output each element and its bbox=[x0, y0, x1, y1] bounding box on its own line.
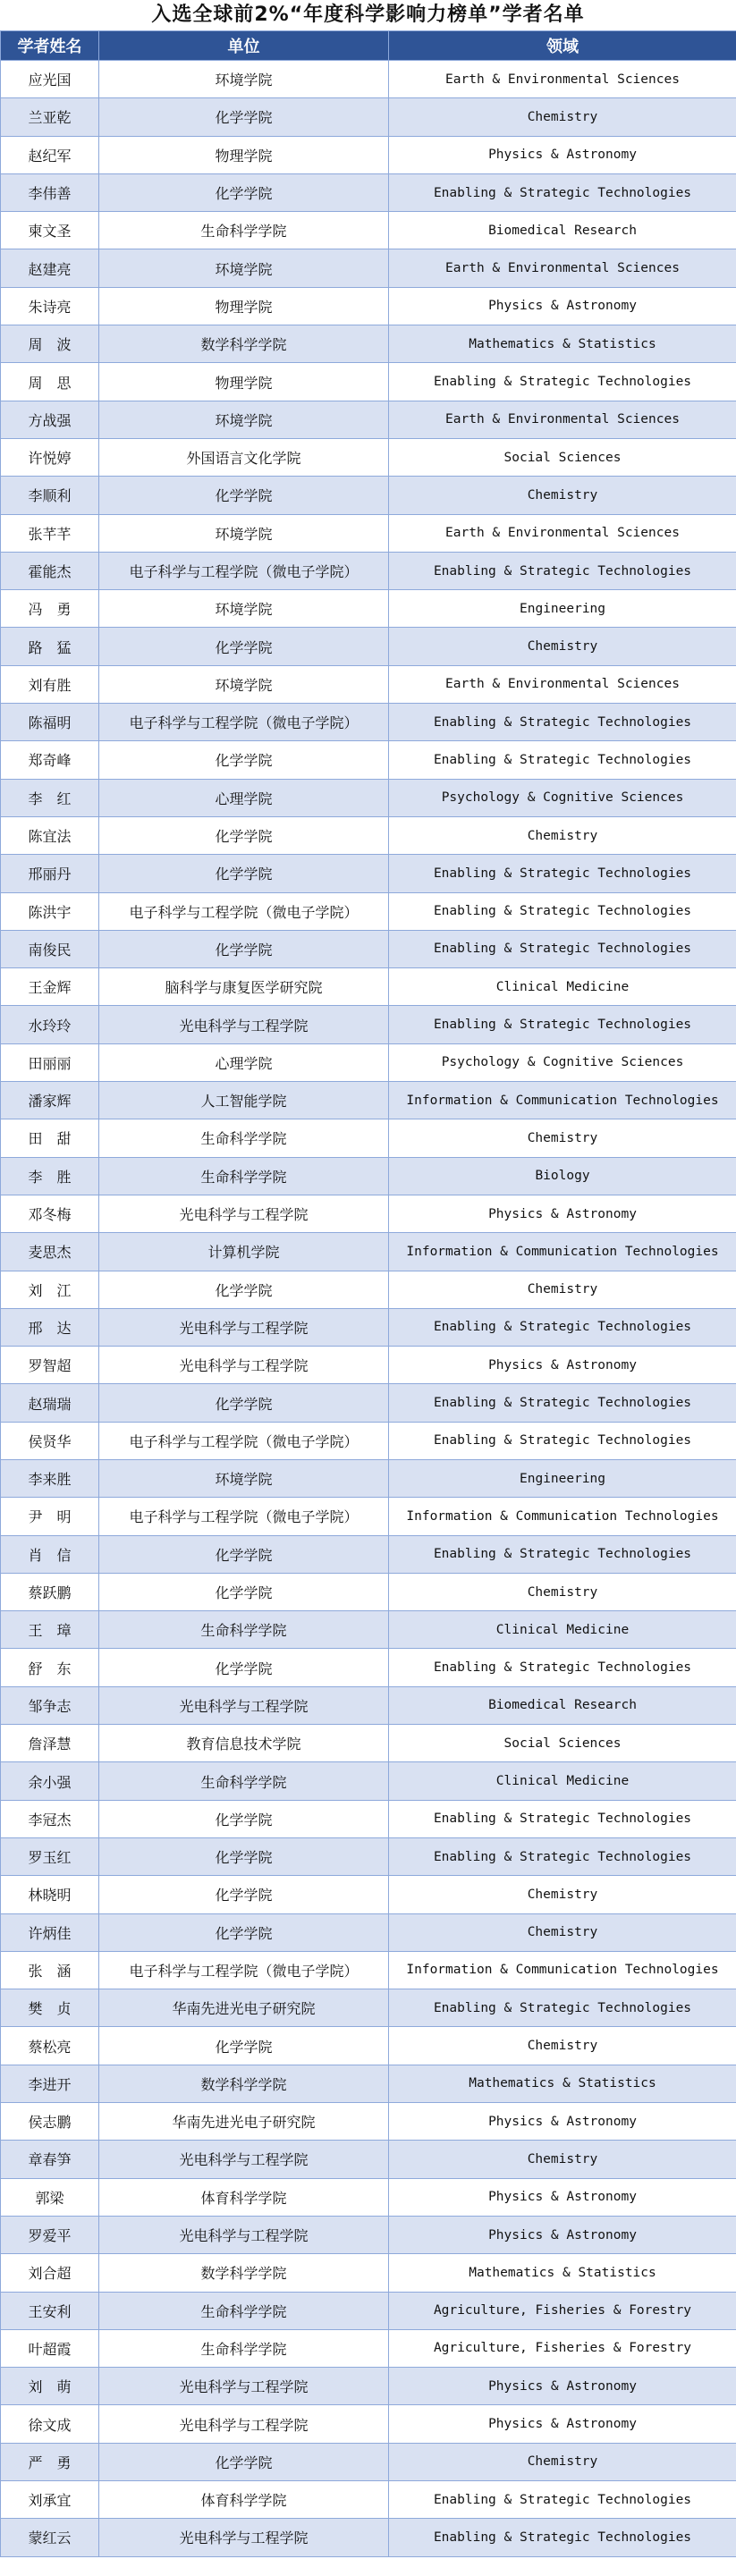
unit-cell: 环境学院 bbox=[99, 590, 389, 628]
scholar-name-cell: 王金辉 bbox=[1, 968, 99, 1006]
table-row bbox=[1, 1649, 736, 1686]
table-row bbox=[1, 1082, 736, 1119]
unit-cell: 体育科学学院 bbox=[99, 2178, 389, 2216]
scholar-name-cell: 刘有胜 bbox=[1, 665, 99, 703]
field-cell: Enabling & Strategic Technologies bbox=[389, 741, 736, 779]
field-cell: Earth & Environmental Sciences bbox=[389, 61, 736, 98]
table-row bbox=[1, 1195, 736, 1232]
unit-cell: 光电科学与工程学院 bbox=[99, 1347, 389, 1384]
field-cell: Biology bbox=[389, 1157, 736, 1195]
table-row bbox=[1, 552, 736, 589]
unit-cell: 光电科学与工程学院 bbox=[99, 2405, 389, 2443]
scholar-name-cell: 李 胜 bbox=[1, 1157, 99, 1195]
scholar-name-cell: 肖 信 bbox=[1, 1535, 99, 1573]
unit-cell: 光电科学与工程学院 bbox=[99, 2216, 389, 2253]
field-cell: Earth & Environmental Sciences bbox=[389, 249, 736, 287]
field-cell: Clinical Medicine bbox=[389, 1762, 736, 1800]
unit-cell: 生命科学学院 bbox=[99, 1611, 389, 1649]
field-cell: Psychology & Cognitive Sciences bbox=[389, 1043, 736, 1081]
field-cell: Enabling & Strategic Technologies bbox=[389, 173, 736, 211]
table-row bbox=[1, 438, 736, 476]
unit-cell: 生命科学学院 bbox=[99, 2329, 389, 2367]
field-cell: Chemistry bbox=[389, 628, 736, 665]
field-cell: Chemistry bbox=[389, 1271, 736, 1308]
field-cell: Enabling & Strategic Technologies bbox=[389, 1649, 736, 1686]
table-row bbox=[1, 968, 736, 1006]
unit-cell: 环境学院 bbox=[99, 665, 389, 703]
scholar-name-cell: 林晓明 bbox=[1, 1876, 99, 1913]
unit-cell: 环境学院 bbox=[99, 61, 389, 98]
table-row bbox=[1, 1498, 736, 1535]
table-row bbox=[1, 1951, 736, 1989]
field-cell: Physics & Astronomy bbox=[389, 2368, 736, 2405]
table-row bbox=[1, 1989, 736, 2027]
scholar-name-cell: 麦思杰 bbox=[1, 1233, 99, 1271]
table-row bbox=[1, 61, 736, 98]
table-row bbox=[1, 2065, 736, 2102]
field-cell: Social Sciences bbox=[389, 1725, 736, 1762]
unit-cell: 生命科学学院 bbox=[99, 2292, 389, 2329]
table-row bbox=[1, 136, 736, 173]
field-cell: Physics & Astronomy bbox=[389, 287, 736, 325]
table-row bbox=[1, 892, 736, 930]
table-row bbox=[1, 1043, 736, 1081]
unit-cell: 化学学院 bbox=[99, 628, 389, 665]
field-cell: Information & Communication Technologies bbox=[389, 1082, 736, 1119]
scholar-name-cell: 李伟善 bbox=[1, 173, 99, 211]
table-row bbox=[1, 1157, 736, 1195]
scholar-name-cell: 陈宜法 bbox=[1, 816, 99, 854]
table-row bbox=[1, 514, 736, 552]
unit-cell: 化学学院 bbox=[99, 1837, 389, 1875]
unit-cell: 光电科学与工程学院 bbox=[99, 2141, 389, 2178]
table-row bbox=[1, 325, 736, 363]
unit-cell: 化学学院 bbox=[99, 1535, 389, 1573]
table-row bbox=[1, 1535, 736, 1573]
unit-cell: 化学学院 bbox=[99, 1271, 389, 1308]
page-title: 入选全球前2%“年度科学影响力榜单”学者名单 bbox=[151, 4, 585, 26]
scholar-name-cell: 赵建亮 bbox=[1, 249, 99, 287]
table-row bbox=[1, 2292, 736, 2329]
field-cell: Mathematics & Statistics bbox=[389, 2254, 736, 2292]
field-cell: Mathematics & Statistics bbox=[389, 325, 736, 363]
table-header-row bbox=[1, 31, 736, 61]
unit-cell: 光电科学与工程学院 bbox=[99, 1686, 389, 1724]
field-cell: Social Sciences bbox=[389, 438, 736, 476]
scholar-name-cell: 周 波 bbox=[1, 325, 99, 363]
unit-cell: 生命科学学院 bbox=[99, 1119, 389, 1157]
table-row bbox=[1, 98, 736, 136]
table-row bbox=[1, 249, 736, 287]
field-cell: Engineering bbox=[389, 1459, 736, 1497]
unit-cell: 化学学院 bbox=[99, 816, 389, 854]
field-cell: Chemistry bbox=[389, 2443, 736, 2480]
field-cell: Enabling & Strategic Technologies bbox=[389, 2519, 736, 2556]
table-row bbox=[1, 1573, 736, 1610]
scholar-name-cell: 兰亚乾 bbox=[1, 98, 99, 136]
scholar-name-cell: 田 甜 bbox=[1, 1119, 99, 1157]
unit-cell: 环境学院 bbox=[99, 249, 389, 287]
scholar-name-cell: 刘 萌 bbox=[1, 2368, 99, 2405]
field-cell: Enabling & Strategic Technologies bbox=[389, 363, 736, 401]
unit-cell: 物理学院 bbox=[99, 136, 389, 173]
field-cell: Enabling & Strategic Technologies bbox=[389, 1422, 736, 1459]
scholar-name-cell: 叶超霞 bbox=[1, 2329, 99, 2367]
scholar-name-cell: 李冠杰 bbox=[1, 1800, 99, 1837]
field-cell: Earth & Environmental Sciences bbox=[389, 514, 736, 552]
unit-cell: 化学学院 bbox=[99, 741, 389, 779]
table-row bbox=[1, 2141, 736, 2178]
unit-cell: 环境学院 bbox=[99, 401, 389, 438]
scholar-name-cell: 章春笋 bbox=[1, 2141, 99, 2178]
unit-cell: 环境学院 bbox=[99, 514, 389, 552]
scholar-name-cell: 李 红 bbox=[1, 779, 99, 816]
scholar-name-cell: 王 璋 bbox=[1, 1611, 99, 1649]
scholar-name-cell: 冯 勇 bbox=[1, 590, 99, 628]
scholar-name-cell: 邓冬梅 bbox=[1, 1195, 99, 1232]
table-row bbox=[1, 1686, 736, 1724]
scholar-name-cell: 霍能杰 bbox=[1, 552, 99, 589]
unit-cell: 电子科学与工程学院（微电子学院） bbox=[99, 892, 389, 930]
table-row bbox=[1, 1725, 736, 1762]
field-cell: Enabling & Strategic Technologies bbox=[389, 1308, 736, 1346]
scholar-name-cell: 陈洪宇 bbox=[1, 892, 99, 930]
field-cell: Chemistry bbox=[389, 1876, 736, 1913]
field-cell: Enabling & Strategic Technologies bbox=[389, 1800, 736, 1837]
table-row bbox=[1, 779, 736, 816]
unit-cell: 化学学院 bbox=[99, 1384, 389, 1422]
field-cell: Physics & Astronomy bbox=[389, 2405, 736, 2443]
field-cell: Chemistry bbox=[389, 2141, 736, 2178]
field-cell: Biomedical Research bbox=[389, 212, 736, 249]
scholar-name-cell: 王安利 bbox=[1, 2292, 99, 2329]
table-row bbox=[1, 1800, 736, 1837]
table-row bbox=[1, 2443, 736, 2480]
field-cell: Enabling & Strategic Technologies bbox=[389, 1989, 736, 2027]
scholar-name-cell: 潘家辉 bbox=[1, 1082, 99, 1119]
scholar-name-cell: 郑奇峰 bbox=[1, 741, 99, 779]
field-cell: Earth & Environmental Sciences bbox=[389, 665, 736, 703]
unit-cell: 物理学院 bbox=[99, 363, 389, 401]
field-cell: Physics & Astronomy bbox=[389, 2216, 736, 2253]
field-cell: Enabling & Strategic Technologies bbox=[389, 552, 736, 589]
scholar-name-cell: 田丽丽 bbox=[1, 1043, 99, 1081]
unit-cell: 光电科学与工程学院 bbox=[99, 2368, 389, 2405]
table-row bbox=[1, 2216, 736, 2253]
table-row bbox=[1, 930, 736, 967]
scholar-name-cell: 水玲玲 bbox=[1, 1006, 99, 1043]
unit-cell: 化学学院 bbox=[99, 855, 389, 892]
scholar-name-cell: 蔡松亮 bbox=[1, 2027, 99, 2065]
unit-cell: 电子科学与工程学院（微电子学院） bbox=[99, 1422, 389, 1459]
unit-cell: 化学学院 bbox=[99, 1800, 389, 1837]
scholar-name-cell: 侯志鹏 bbox=[1, 2103, 99, 2141]
field-cell: Enabling & Strategic Technologies bbox=[389, 855, 736, 892]
field-cell: Chemistry bbox=[389, 816, 736, 854]
unit-cell: 光电科学与工程学院 bbox=[99, 1308, 389, 1346]
unit-cell: 化学学院 bbox=[99, 2027, 389, 2065]
field-cell: Agriculture, Fisheries & Forestry bbox=[389, 2329, 736, 2367]
table-row bbox=[1, 2405, 736, 2443]
unit-cell: 化学学院 bbox=[99, 1649, 389, 1686]
table-row bbox=[1, 2329, 736, 2367]
scholar-name-cell: 应光国 bbox=[1, 61, 99, 98]
scholar-name-cell: 蒙红云 bbox=[1, 2519, 99, 2556]
table-row bbox=[1, 855, 736, 892]
unit-cell: 化学学院 bbox=[99, 98, 389, 136]
field-cell: Physics & Astronomy bbox=[389, 1347, 736, 1384]
table-row bbox=[1, 1006, 736, 1043]
scholar-name-cell: 张 涵 bbox=[1, 1951, 99, 1989]
scholar-name-cell: 刘承宜 bbox=[1, 2481, 99, 2519]
header-name: 学者姓名 bbox=[1, 31, 99, 61]
scholar-name-cell: 李顺利 bbox=[1, 477, 99, 514]
scholar-name-cell: 路 猛 bbox=[1, 628, 99, 665]
table-row bbox=[1, 2178, 736, 2216]
scholar-name-cell: 许悦婷 bbox=[1, 438, 99, 476]
scholar-name-cell: 严 勇 bbox=[1, 2443, 99, 2480]
scholar-name-cell: 刘合超 bbox=[1, 2254, 99, 2292]
field-cell: Enabling & Strategic Technologies bbox=[389, 892, 736, 930]
unit-cell: 光电科学与工程学院 bbox=[99, 2519, 389, 2556]
table-row bbox=[1, 2519, 736, 2556]
field-cell: Mathematics & Statistics bbox=[389, 2065, 736, 2102]
field-cell: Physics & Astronomy bbox=[389, 136, 736, 173]
table-row bbox=[1, 1347, 736, 1384]
field-cell: Biomedical Research bbox=[389, 1686, 736, 1724]
field-cell: Physics & Astronomy bbox=[389, 2178, 736, 2216]
table-row bbox=[1, 816, 736, 854]
field-cell: Enabling & Strategic Technologies bbox=[389, 1384, 736, 1422]
field-cell: Agriculture, Fisheries & Forestry bbox=[389, 2292, 736, 2329]
unit-cell: 体育科学学院 bbox=[99, 2481, 389, 2519]
field-cell: Enabling & Strategic Technologies bbox=[389, 1535, 736, 1573]
field-cell: Information & Communication Technologies bbox=[389, 1498, 736, 1535]
scholar-name-cell: 邹争志 bbox=[1, 1686, 99, 1724]
table-row bbox=[1, 1271, 736, 1308]
scholar-name-cell: 郭梁 bbox=[1, 2178, 99, 2216]
field-cell: Enabling & Strategic Technologies bbox=[389, 2481, 736, 2519]
unit-cell: 数学科学学院 bbox=[99, 325, 389, 363]
unit-cell: 物理学院 bbox=[99, 287, 389, 325]
field-cell: Enabling & Strategic Technologies bbox=[389, 930, 736, 967]
table-row bbox=[1, 2254, 736, 2292]
scholar-table bbox=[0, 30, 736, 2557]
header-unit: 单位 bbox=[99, 31, 389, 61]
table-row bbox=[1, 1876, 736, 1913]
unit-cell: 外国语言文化学院 bbox=[99, 438, 389, 476]
field-cell: Enabling & Strategic Technologies bbox=[389, 704, 736, 741]
table-row bbox=[1, 2368, 736, 2405]
table-row bbox=[1, 628, 736, 665]
table-row bbox=[1, 2481, 736, 2519]
unit-cell: 化学学院 bbox=[99, 930, 389, 967]
unit-cell: 数学科学学院 bbox=[99, 2254, 389, 2292]
scholar-name-cell: 许炳佳 bbox=[1, 1913, 99, 1951]
field-cell: Chemistry bbox=[389, 1573, 736, 1610]
unit-cell: 计算机学院 bbox=[99, 1233, 389, 1271]
unit-cell: 化学学院 bbox=[99, 1913, 389, 1951]
field-cell: Earth & Environmental Sciences bbox=[389, 401, 736, 438]
unit-cell: 化学学院 bbox=[99, 1876, 389, 1913]
unit-cell: 电子科学与工程学院（微电子学院） bbox=[99, 1498, 389, 1535]
scholar-name-cell: 李进开 bbox=[1, 2065, 99, 2102]
table-row bbox=[1, 1611, 736, 1649]
table-row bbox=[1, 2103, 736, 2141]
field-cell: Psychology & Cognitive Sciences bbox=[389, 779, 736, 816]
table-row bbox=[1, 590, 736, 628]
scholar-name-cell: 刘 江 bbox=[1, 1271, 99, 1308]
field-cell: Enabling & Strategic Technologies bbox=[389, 1006, 736, 1043]
scholar-name-cell: 邢 达 bbox=[1, 1308, 99, 1346]
unit-cell: 光电科学与工程学院 bbox=[99, 1006, 389, 1043]
unit-cell: 化学学院 bbox=[99, 477, 389, 514]
field-cell: Physics & Astronomy bbox=[389, 2103, 736, 2141]
unit-cell: 数学科学学院 bbox=[99, 2065, 389, 2102]
scholar-name-cell: 徐文成 bbox=[1, 2405, 99, 2443]
unit-cell: 环境学院 bbox=[99, 1459, 389, 1497]
scholar-name-cell: 樊 贞 bbox=[1, 1989, 99, 2027]
table-body bbox=[1, 61, 736, 2557]
scholar-name-cell: 罗爱平 bbox=[1, 2216, 99, 2253]
scholar-name-cell: 柬文圣 bbox=[1, 212, 99, 249]
table-row bbox=[1, 665, 736, 703]
table-row bbox=[1, 704, 736, 741]
unit-cell: 心理学院 bbox=[99, 1043, 389, 1081]
scholar-name-cell: 罗智超 bbox=[1, 1347, 99, 1384]
table-row bbox=[1, 1422, 736, 1459]
scholar-name-cell: 蔡跃鹏 bbox=[1, 1573, 99, 1610]
field-cell: Engineering bbox=[389, 590, 736, 628]
table-row bbox=[1, 1233, 736, 1271]
unit-cell: 生命科学学院 bbox=[99, 1157, 389, 1195]
field-cell: Chemistry bbox=[389, 2027, 736, 2065]
unit-cell: 光电科学与工程学院 bbox=[99, 1195, 389, 1232]
scholar-name-cell: 邢丽丹 bbox=[1, 855, 99, 892]
unit-cell: 生命科学学院 bbox=[99, 1762, 389, 1800]
table-row bbox=[1, 1913, 736, 1951]
scholar-name-cell: 朱诗亮 bbox=[1, 287, 99, 325]
scholar-name-cell: 周 思 bbox=[1, 363, 99, 401]
scholar-name-cell: 舒 东 bbox=[1, 1649, 99, 1686]
table-row bbox=[1, 477, 736, 514]
unit-cell: 电子科学与工程学院（微电子学院） bbox=[99, 552, 389, 589]
field-cell: Information & Communication Technologies bbox=[389, 1233, 736, 1271]
field-cell: Information & Communication Technologies bbox=[389, 1951, 736, 1989]
table-row bbox=[1, 401, 736, 438]
scholar-name-cell: 赵纪军 bbox=[1, 136, 99, 173]
scholar-name-cell: 余小强 bbox=[1, 1762, 99, 1800]
field-cell: Chemistry bbox=[389, 1913, 736, 1951]
unit-cell: 生命科学学院 bbox=[99, 212, 389, 249]
table-row bbox=[1, 212, 736, 249]
unit-cell: 教育信息技术学院 bbox=[99, 1725, 389, 1762]
unit-cell: 人工智能学院 bbox=[99, 1082, 389, 1119]
unit-cell: 化学学院 bbox=[99, 2443, 389, 2480]
field-cell: Chemistry bbox=[389, 477, 736, 514]
table-row bbox=[1, 1384, 736, 1422]
table-row bbox=[1, 2027, 736, 2065]
table-row bbox=[1, 1762, 736, 1800]
scholar-name-cell: 詹泽慧 bbox=[1, 1725, 99, 1762]
scholar-name-cell: 方战强 bbox=[1, 401, 99, 438]
unit-cell: 华南先进光电子研究院 bbox=[99, 1989, 389, 2027]
table-row bbox=[1, 741, 736, 779]
field-cell: Enabling & Strategic Technologies bbox=[389, 1837, 736, 1875]
table-row bbox=[1, 1837, 736, 1875]
table-row bbox=[1, 1308, 736, 1346]
scholar-name-cell: 陈福明 bbox=[1, 704, 99, 741]
field-cell: Clinical Medicine bbox=[389, 1611, 736, 1649]
scholar-name-cell: 赵瑞瑞 bbox=[1, 1384, 99, 1422]
unit-cell: 华南先进光电子研究院 bbox=[99, 2103, 389, 2141]
scholar-name-cell: 侯贤华 bbox=[1, 1422, 99, 1459]
scholar-name-cell: 李来胜 bbox=[1, 1459, 99, 1497]
unit-cell: 电子科学与工程学院（微电子学院） bbox=[99, 1951, 389, 1989]
table-row bbox=[1, 1119, 736, 1157]
table-row bbox=[1, 287, 736, 325]
scholar-name-cell: 罗玉红 bbox=[1, 1837, 99, 1875]
unit-cell: 脑科学与康复医学研究院 bbox=[99, 968, 389, 1006]
scholar-name-cell: 尹 明 bbox=[1, 1498, 99, 1535]
table-row bbox=[1, 1459, 736, 1497]
field-cell: Chemistry bbox=[389, 98, 736, 136]
field-cell: Physics & Astronomy bbox=[389, 1195, 736, 1232]
table-row bbox=[1, 363, 736, 401]
unit-cell: 化学学院 bbox=[99, 173, 389, 211]
scholar-name-cell: 张芊芊 bbox=[1, 514, 99, 552]
scholar-name-cell: 南俊民 bbox=[1, 930, 99, 967]
unit-cell: 化学学院 bbox=[99, 1573, 389, 1610]
table-row bbox=[1, 173, 736, 211]
field-cell: Clinical Medicine bbox=[389, 968, 736, 1006]
header-field: 领域 bbox=[389, 31, 736, 61]
field-cell: Chemistry bbox=[389, 1119, 736, 1157]
unit-cell: 心理学院 bbox=[99, 779, 389, 816]
unit-cell: 电子科学与工程学院（微电子学院） bbox=[99, 704, 389, 741]
